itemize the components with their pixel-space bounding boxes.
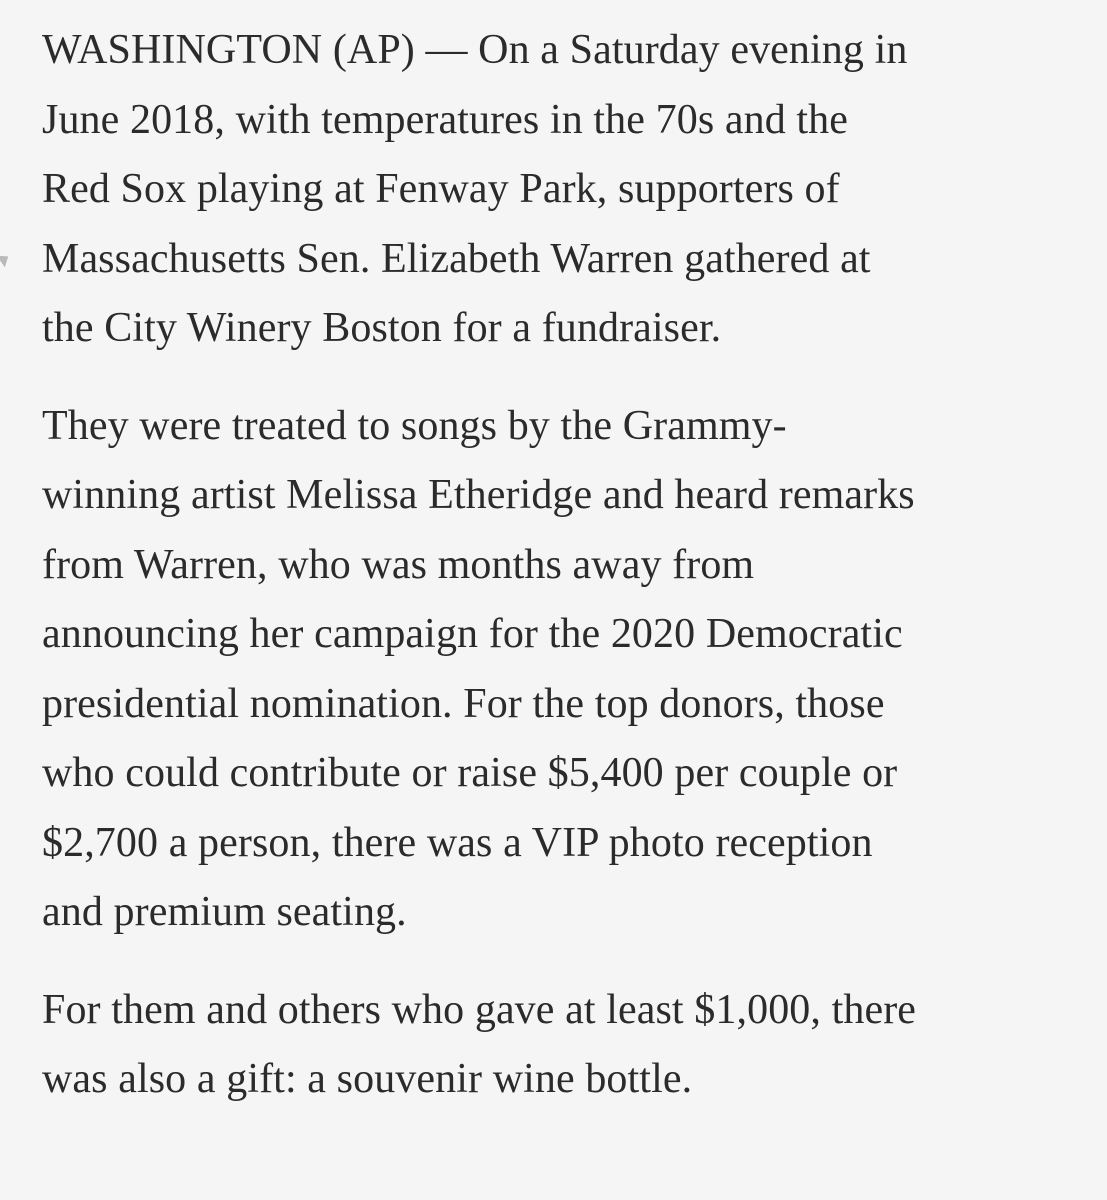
- article-body: [42, 16, 1092, 1143]
- paragraph-2: [42, 392, 1092, 948]
- edge-marker-icon: [0, 251, 12, 268]
- text-line: the City Winery Boston for a fundraiser.: [42, 305, 722, 351]
- paragraph-3: [42, 976, 1092, 1115]
- text-line: from Warren, who was months away from: [42, 541, 755, 588]
- text-line: They were treated to songs by the Grammy-: [42, 402, 787, 449]
- text-line: presidential nomination. For the top donors, those: [42, 680, 885, 727]
- text-line: and premium seating.: [42, 889, 407, 935]
- text-line: Massachusetts Sen. Elizabeth Warren gathered at: [42, 235, 871, 282]
- text-line: $2,700 a person, there was a VIP photo reception: [42, 819, 873, 866]
- text-line: announcing her campaign for the 2020 Democratic: [42, 611, 903, 657]
- text-line: was also a gift: a souvenir wine bottle.: [42, 1056, 693, 1102]
- paragraph-1: [42, 16, 1092, 364]
- text-line: WASHINGTON (AP) — On a Saturday evening in: [42, 27, 908, 73]
- text-line: Red Sox playing at Fenway Park, supporters of: [42, 166, 840, 212]
- text-line: June 2018, with temperatures in the 70s and the: [42, 96, 849, 143]
- text-line: winning artist Melissa Etheridge and heard remarks: [42, 472, 915, 518]
- text-line: For them and others who gave at least $1,000, there: [42, 986, 917, 1033]
- text-line: who could contribute or raise $5,400 per couple or: [42, 750, 898, 796]
